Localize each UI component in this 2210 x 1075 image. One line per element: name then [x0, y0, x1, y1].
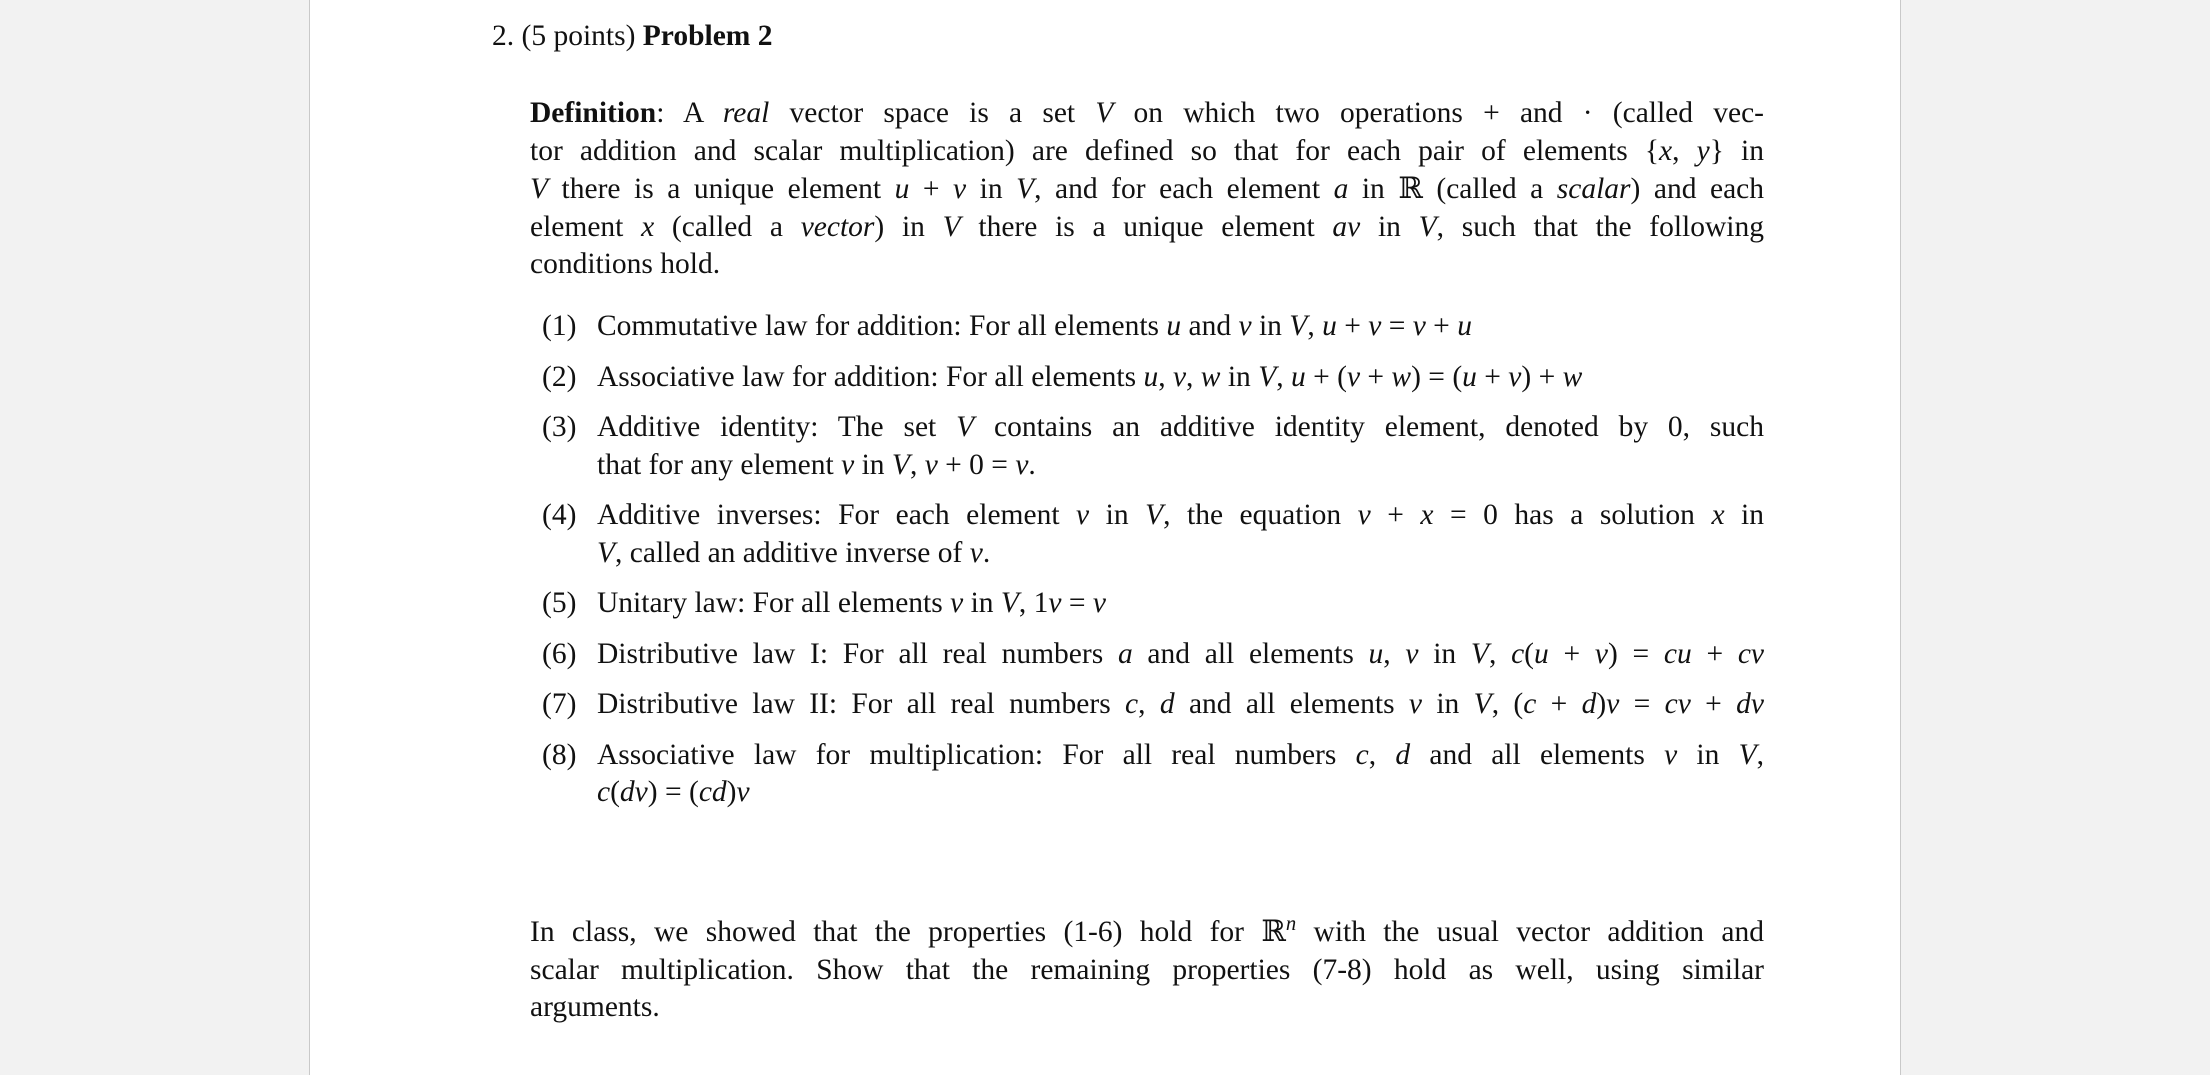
definition-line: tor addition and scalar multiplication) are defined so that for each pair of elements {x, y} in	[530, 134, 1765, 167]
problem-points: (5 points)	[521, 20, 636, 52]
condition-text: that for any element v in V, v + 0 = v.	[597, 448, 1036, 481]
condition-number: (8)	[542, 738, 577, 771]
condition-text: V, called an additive inverse of v.	[597, 536, 991, 569]
condition-number: (4)	[542, 499, 577, 531]
closing-paragraph	[530, 913, 1764, 1027]
condition-item	[542, 359, 1764, 397]
condition-item	[542, 497, 1764, 572]
condition-text: Commutative law for addition: For all elements u and v in V, u + v = v + u	[597, 310, 1472, 342]
condition-item	[542, 308, 1764, 346]
definition-paragraph	[530, 95, 1764, 284]
condition-text: Distributive law II: For all real numbers c, d and all elements v in V, (c + d)v = cv + dv	[597, 688, 1765, 720]
condition-number: (5)	[542, 587, 577, 619]
definition-term: Definition	[530, 97, 657, 129]
condition-text: Associative law for multiplication: For all real numbers c, d and all elements v in V,	[597, 738, 1765, 771]
condition-item	[542, 686, 1764, 724]
problem-title: Problem 2	[642, 20, 773, 52]
condition-item	[542, 409, 1764, 484]
definition-line: V there is a unique element u + v in V, and for each element a in ℝ (called a scalar) and each	[530, 171, 1765, 205]
condition-number: (3)	[542, 411, 577, 443]
definition-line-text: : A real vector space is a set V on which two operations + and · (called vec-	[656, 97, 1764, 129]
condition-text: Additive identity: The set V contains an additive identity element, denoted by 0, such	[597, 411, 1764, 443]
condition-number: (2)	[542, 360, 577, 393]
condition-number: (6)	[542, 637, 577, 670]
document-page	[309, 0, 1901, 1075]
closing-line: arguments.	[530, 991, 660, 1023]
condition-item	[542, 585, 1764, 623]
conditions-list	[542, 308, 1764, 825]
closing-line: scalar multiplication. Show that the remaining properties (7-8) hold as well, using similar	[530, 953, 1764, 986]
condition-text: c(dv) = (cd)v	[597, 776, 750, 808]
condition-text: Distributive law I: For all real numbers a and all elements u, v in V, c(u + v) = cu + cv	[597, 637, 1765, 670]
definition-line: element x (called a vector) in V there is a unique element av in V, such that the following	[530, 210, 1764, 243]
closing-line: In class, we showed that the properties (1-6) hold for ℝ$^n$ with the usual vector addition and	[530, 913, 1764, 948]
definition-line	[530, 95, 1764, 133]
condition-item	[542, 737, 1764, 812]
problem-heading	[492, 18, 773, 56]
condition-number: (7)	[542, 688, 577, 720]
condition-item	[542, 636, 1764, 674]
condition-number: (1)	[542, 310, 577, 342]
definition-line: conditions hold.	[530, 248, 721, 280]
condition-text: Additive inverses: For each element v in V, the equation v + x = 0 has a solution x in	[597, 499, 1765, 531]
problem-number: 2.	[492, 20, 515, 52]
condition-text: Associative law for addition: For all elements u, v, w in V, u + (v + w) = (u + v) + w	[597, 360, 1583, 393]
condition-text: Unitary law: For all elements v in V, 1v = v	[597, 587, 1106, 619]
